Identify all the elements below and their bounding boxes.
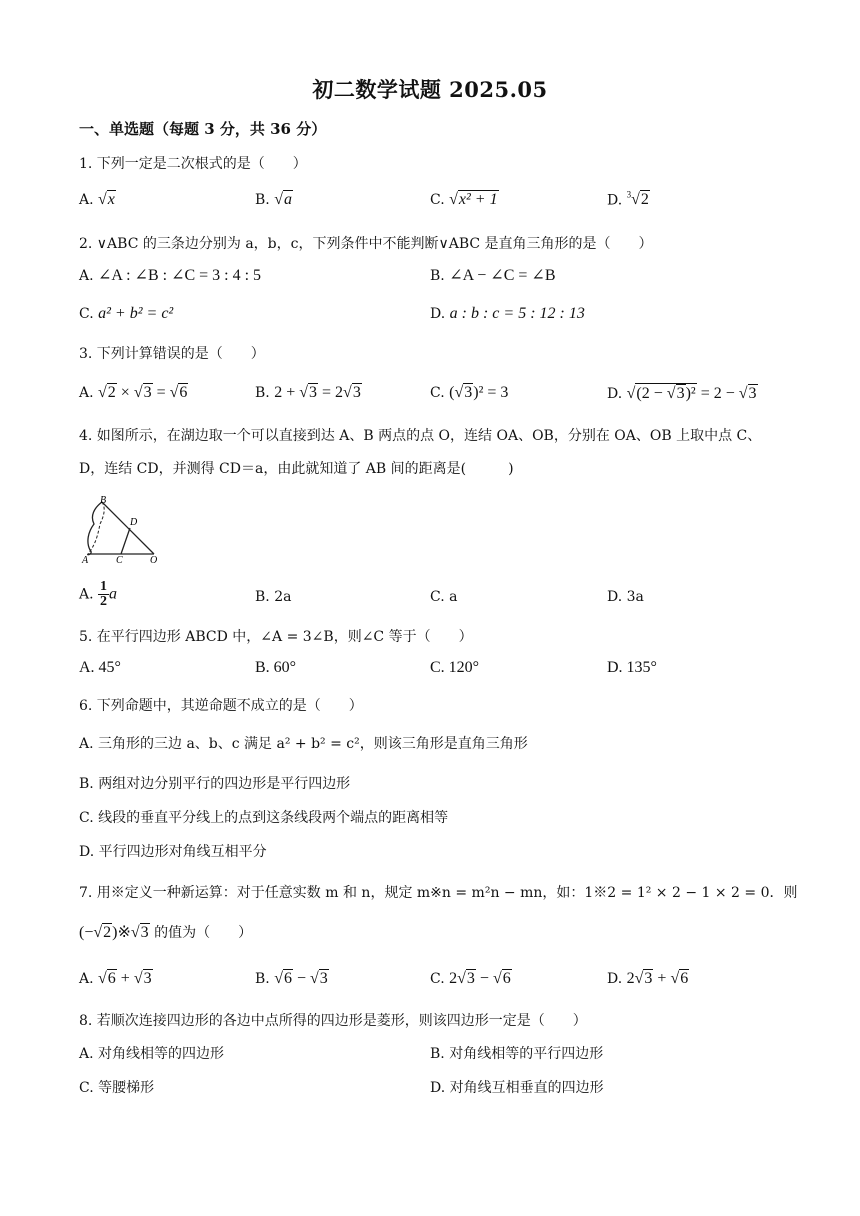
q6-option-d[interactable]: D. 平行四边形对角线互相平分	[79, 844, 267, 860]
q1-option-d[interactable]: D. $^3$√2	[607, 190, 649, 209]
q8-option-a[interactable]: A. 对角线相等的四边形	[79, 1046, 225, 1062]
figure-label-o: O	[150, 555, 158, 564]
q8-option-b[interactable]: B. 对角线相等的平行四边形	[430, 1046, 604, 1062]
section-heading: 一、单选题（每题 3 分，共 36 分）	[79, 120, 327, 138]
q2-option-a[interactable]: A. ∠A : ∠B : ∠C = 3 : 4 : 5	[79, 267, 262, 284]
question-7-stem-line2: (−√2)※√3 的值为（ ）	[79, 924, 253, 941]
q6-option-b[interactable]: B. 两组对边分别平行的四边形是平行四边形	[79, 776, 351, 792]
question-4-stem-line1: 4. 如图所示，在湖边取一个可以直接到达 A、B 两点的点 O，连结 OA、OB，分别在 OA、OB 上取中点 C、	[79, 428, 762, 444]
q2-option-c[interactable]: C. a² + b² = c²	[79, 305, 174, 322]
lake-triangle-figure	[76, 494, 166, 564]
figure-label-c: C	[116, 555, 123, 564]
q4-option-c[interactable]: C. a	[430, 589, 458, 605]
q6-option-a[interactable]: A. 三角形的三边 a、b、c 满足 a² + b² = c²，则该三角形是直角三角形	[79, 736, 528, 752]
q1-option-a[interactable]: A. √x	[79, 191, 115, 208]
q2-option-b[interactable]: B. ∠A − ∠C = ∠B	[430, 267, 556, 284]
page-title: 初二数学试题 2025.05	[312, 77, 548, 102]
question-2-stem: 2. ∨ABC 的三条边分别为 a，b，c，下列条件中不能判断∨ABC 是直角三角形的是（ ）	[79, 236, 653, 252]
q5-option-d[interactable]: D. 135°	[607, 659, 657, 676]
question-6-stem: 6. 下列命题中，其逆命题不成立的是（ ）	[79, 698, 363, 714]
q1-option-b[interactable]: B. √a	[255, 191, 292, 208]
figure-label-b: B	[100, 495, 107, 506]
q4-option-a[interactable]: A. $\frac{1}{2}$ a	[79, 579, 118, 609]
q4-option-d[interactable]: D. 3a	[607, 589, 644, 605]
q3-option-d[interactable]: D. √(2 − √3)² = 2 − √3	[607, 385, 757, 402]
question-7-stem-line1: 7. 用※定义一种新运算：对于任意实数 m 和 n，规定 m※n = m²n − mn，如：1※2 = 1² × 2 − 1 × 2 = 0．则	[79, 885, 798, 901]
q1-option-c[interactable]: C. √x² + 1	[430, 191, 498, 208]
q2-option-d[interactable]: D. a : b : c = 5 : 12 : 13	[430, 305, 585, 322]
q3-option-c[interactable]: C. (√3)² = 3	[430, 384, 509, 401]
figure-label-a: A	[82, 555, 89, 564]
q3-option-b[interactable]: B. 2 + √3 = 2√3	[255, 384, 361, 401]
question-3-stem: 3. 下列计算错误的是（ ）	[79, 346, 265, 362]
q7-option-b[interactable]: B. √6 − √3	[255, 970, 328, 987]
q6-option-c[interactable]: C. 线段的垂直平分线上的点到这条线段两个端点的距离相等	[79, 810, 449, 826]
question-5-stem: 5. 在平行四边形 ABCD 中，∠A = 3∠B，则∠C 等于（ ）	[79, 629, 473, 645]
q8-option-d[interactable]: D. 对角线互相垂直的四边形	[430, 1080, 604, 1096]
question-4-stem-line2: D，连结 CD，并测得 CD＝a，由此就知道了 AB 间的距离是( )	[79, 461, 514, 477]
q5-option-b[interactable]: B. 60°	[255, 659, 297, 676]
q5-option-c[interactable]: C. 120°	[430, 659, 480, 676]
q7-option-d[interactable]: D. 2√3 + √6	[607, 970, 689, 987]
q7-option-c[interactable]: C. 2√3 − √6	[430, 970, 511, 987]
q5-option-a[interactable]: A. 45°	[79, 659, 121, 676]
q4-option-b[interactable]: B. 2a	[255, 589, 292, 605]
q8-option-c[interactable]: C. 等腰梯形	[79, 1080, 155, 1096]
q7-option-a[interactable]: A. √6 + √3	[79, 970, 152, 987]
question-8-stem: 8. 若顺次连接四边形的各边中点所得的四边形是菱形，则该四边形一定是（ ）	[79, 1013, 587, 1029]
question-1-stem: 1. 下列一定是二次根式的是（ ）	[79, 156, 307, 172]
figure-label-d: D	[130, 517, 138, 528]
q3-option-a[interactable]: A. √2 × √3 = √6	[79, 384, 188, 401]
